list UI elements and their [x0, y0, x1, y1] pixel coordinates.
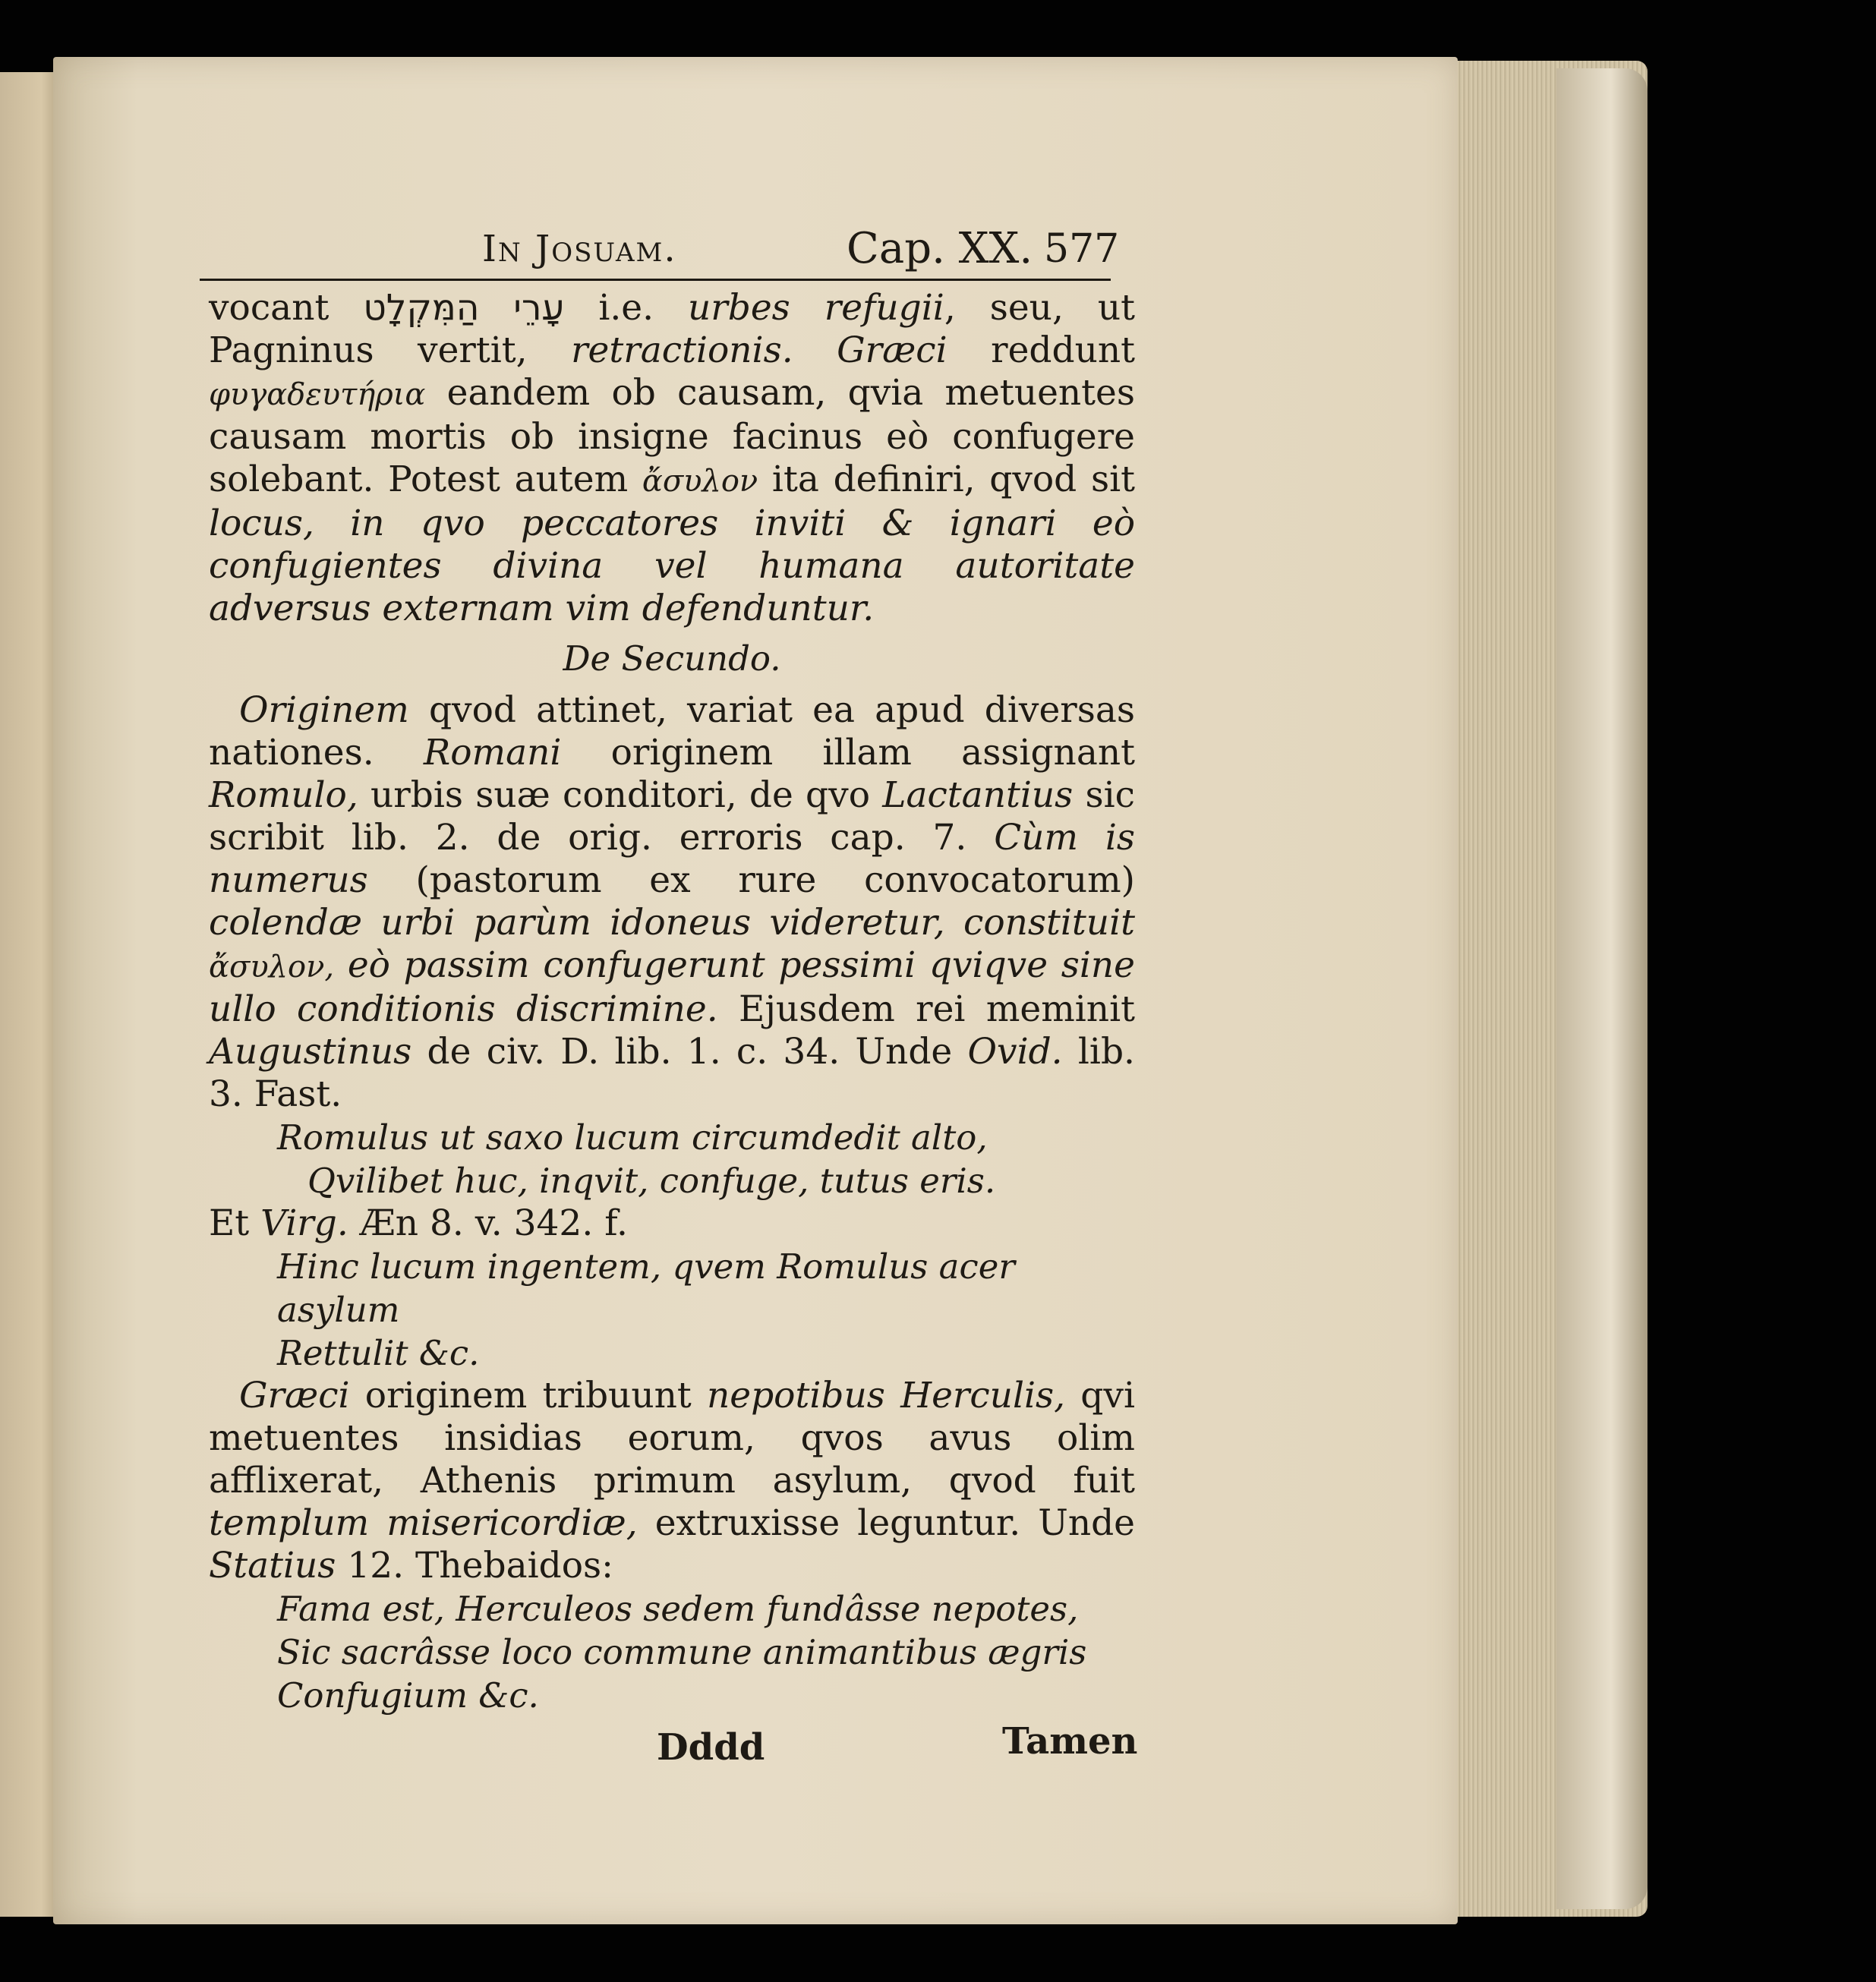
- verse-line: Qvilibet huc, inqvit, confuge, tutus eris.: [307, 1161, 996, 1201]
- running-head: [209, 220, 1135, 277]
- text-run: qvi metuentes insidias eorum, qvos avus olim afflixerat, Athenis primum asylum, qvod fuit: [209, 1375, 1135, 1501]
- verse-virgil: [209, 1245, 1135, 1375]
- text-run: originem illam assignant: [561, 732, 1135, 774]
- head-rule: [200, 279, 1111, 281]
- verse-ovid: [209, 1116, 1135, 1202]
- text-run: , seu, ut Pagninus vertit,: [209, 287, 1136, 371]
- italic-text: nepotibus Herculis,: [706, 1375, 1066, 1416]
- verse-statius: [209, 1587, 1135, 1717]
- italic-text: retractionis.: [571, 329, 793, 371]
- paragraph-1: [209, 287, 1135, 630]
- chapter-label: Cap. XX.: [847, 224, 1033, 273]
- italic-text: Romulo,: [209, 774, 358, 816]
- italic-text: Romani: [423, 732, 562, 774]
- italic-text: colendæ urbi parùm idoneus videretur, constituit: [209, 902, 1135, 944]
- verse-line: Confugium &c.: [277, 1675, 539, 1716]
- italic-text: Græci: [793, 329, 947, 371]
- text-run: lib. 3. Fast.: [209, 1031, 1135, 1115]
- italic-text: templum misericordiæ,: [209, 1502, 638, 1544]
- greek-text: φυγαδευτήρια: [209, 377, 426, 412]
- text-run: i.e.: [564, 287, 689, 329]
- italic-text: Lactantius: [882, 774, 1074, 816]
- book-page: [53, 57, 1458, 1924]
- text-run: vocant: [209, 287, 364, 329]
- text-run: (pastorum ex rure convocatorum): [367, 859, 1135, 901]
- italic-text: Statius: [209, 1545, 336, 1587]
- main-text: [209, 287, 1135, 1717]
- italic-text: Originem: [239, 689, 409, 731]
- verse-line: Fama est, Herculeos sedem fundâsse nepotes,: [277, 1589, 1079, 1629]
- text-run: extruxisse leguntur. Unde: [637, 1502, 1135, 1544]
- text-run: urbis suæ conditori, de qvo: [358, 774, 883, 816]
- page-footer: [209, 1720, 1138, 1773]
- text-run: eandem ob causam, qvia metuentes causam mortis ob insigne facinus eò confugere solebant. Potest autem: [209, 372, 1135, 500]
- catchword: Tamen: [1002, 1720, 1138, 1763]
- paragraph-4: [209, 1375, 1135, 1587]
- italic-text: Cùm is numerus: [209, 817, 1136, 901]
- italic-text: Augustinus: [209, 1031, 412, 1073]
- text-run: Et: [209, 1202, 261, 1244]
- text-run: qvod attinet, variat ea apud diversas nationes.: [209, 689, 1135, 774]
- verse-line: Hinc lucum ingentem, qvem Romulus acer asylum: [277, 1246, 1015, 1330]
- paragraph-3: [209, 1202, 1135, 1245]
- greek-text: ἄσυλον,: [209, 950, 335, 985]
- text-run: Ejusdem rei meminit: [717, 988, 1135, 1030]
- paragraph-2: [209, 689, 1135, 1116]
- text-run: Æn 8. v. 342. f.: [348, 1202, 628, 1244]
- cover-edge: [1556, 68, 1647, 1909]
- text-run: ita definiri, qvod sit: [758, 458, 1136, 500]
- page-number: 577: [1044, 226, 1120, 272]
- text-run: originem tribuunt: [349, 1375, 707, 1416]
- left-page-edge: [0, 72, 59, 1917]
- italic-text: urbes refugii: [688, 287, 944, 329]
- verse-line: Rettulit &c.: [277, 1333, 480, 1373]
- text-run: 12. Thebaidos:: [336, 1545, 613, 1587]
- italic-text: eò passim confugerunt pessimi qviqve sine ullo conditionis discrimine.: [209, 944, 1135, 1030]
- text-run: reddunt: [947, 329, 1136, 371]
- verse-line: Romulus ut saxo lucum circumdedit alto,: [277, 1117, 988, 1158]
- verse-line: Sic sacrâsse loco commune animantibus ægris: [277, 1632, 1087, 1672]
- section-heading: De Secundo.: [563, 638, 781, 679]
- hebrew-text: עָרֵי הַמִּקְלָט: [363, 287, 565, 329]
- page-text: [209, 220, 1138, 1773]
- running-title: In Josuam.: [482, 228, 677, 270]
- greek-text: ἄσυλον: [642, 464, 758, 499]
- italic-text: Virg.: [260, 1202, 348, 1244]
- italic-text: locus, in qvo peccatores inviti & ignari eò confugientes divina vel humana autoritate adversus externam vim defenduntur.: [209, 503, 1135, 629]
- text-run: de civ. D. lib. 1. c. 34. Unde: [411, 1031, 968, 1073]
- italic-text: Græci: [239, 1375, 350, 1416]
- italic-text: Ovid.: [967, 1031, 1063, 1073]
- text-run: sic scribit lib. 2. de orig. erroris cap. 7.: [209, 774, 1135, 859]
- signature-mark: Dddd: [657, 1726, 765, 1769]
